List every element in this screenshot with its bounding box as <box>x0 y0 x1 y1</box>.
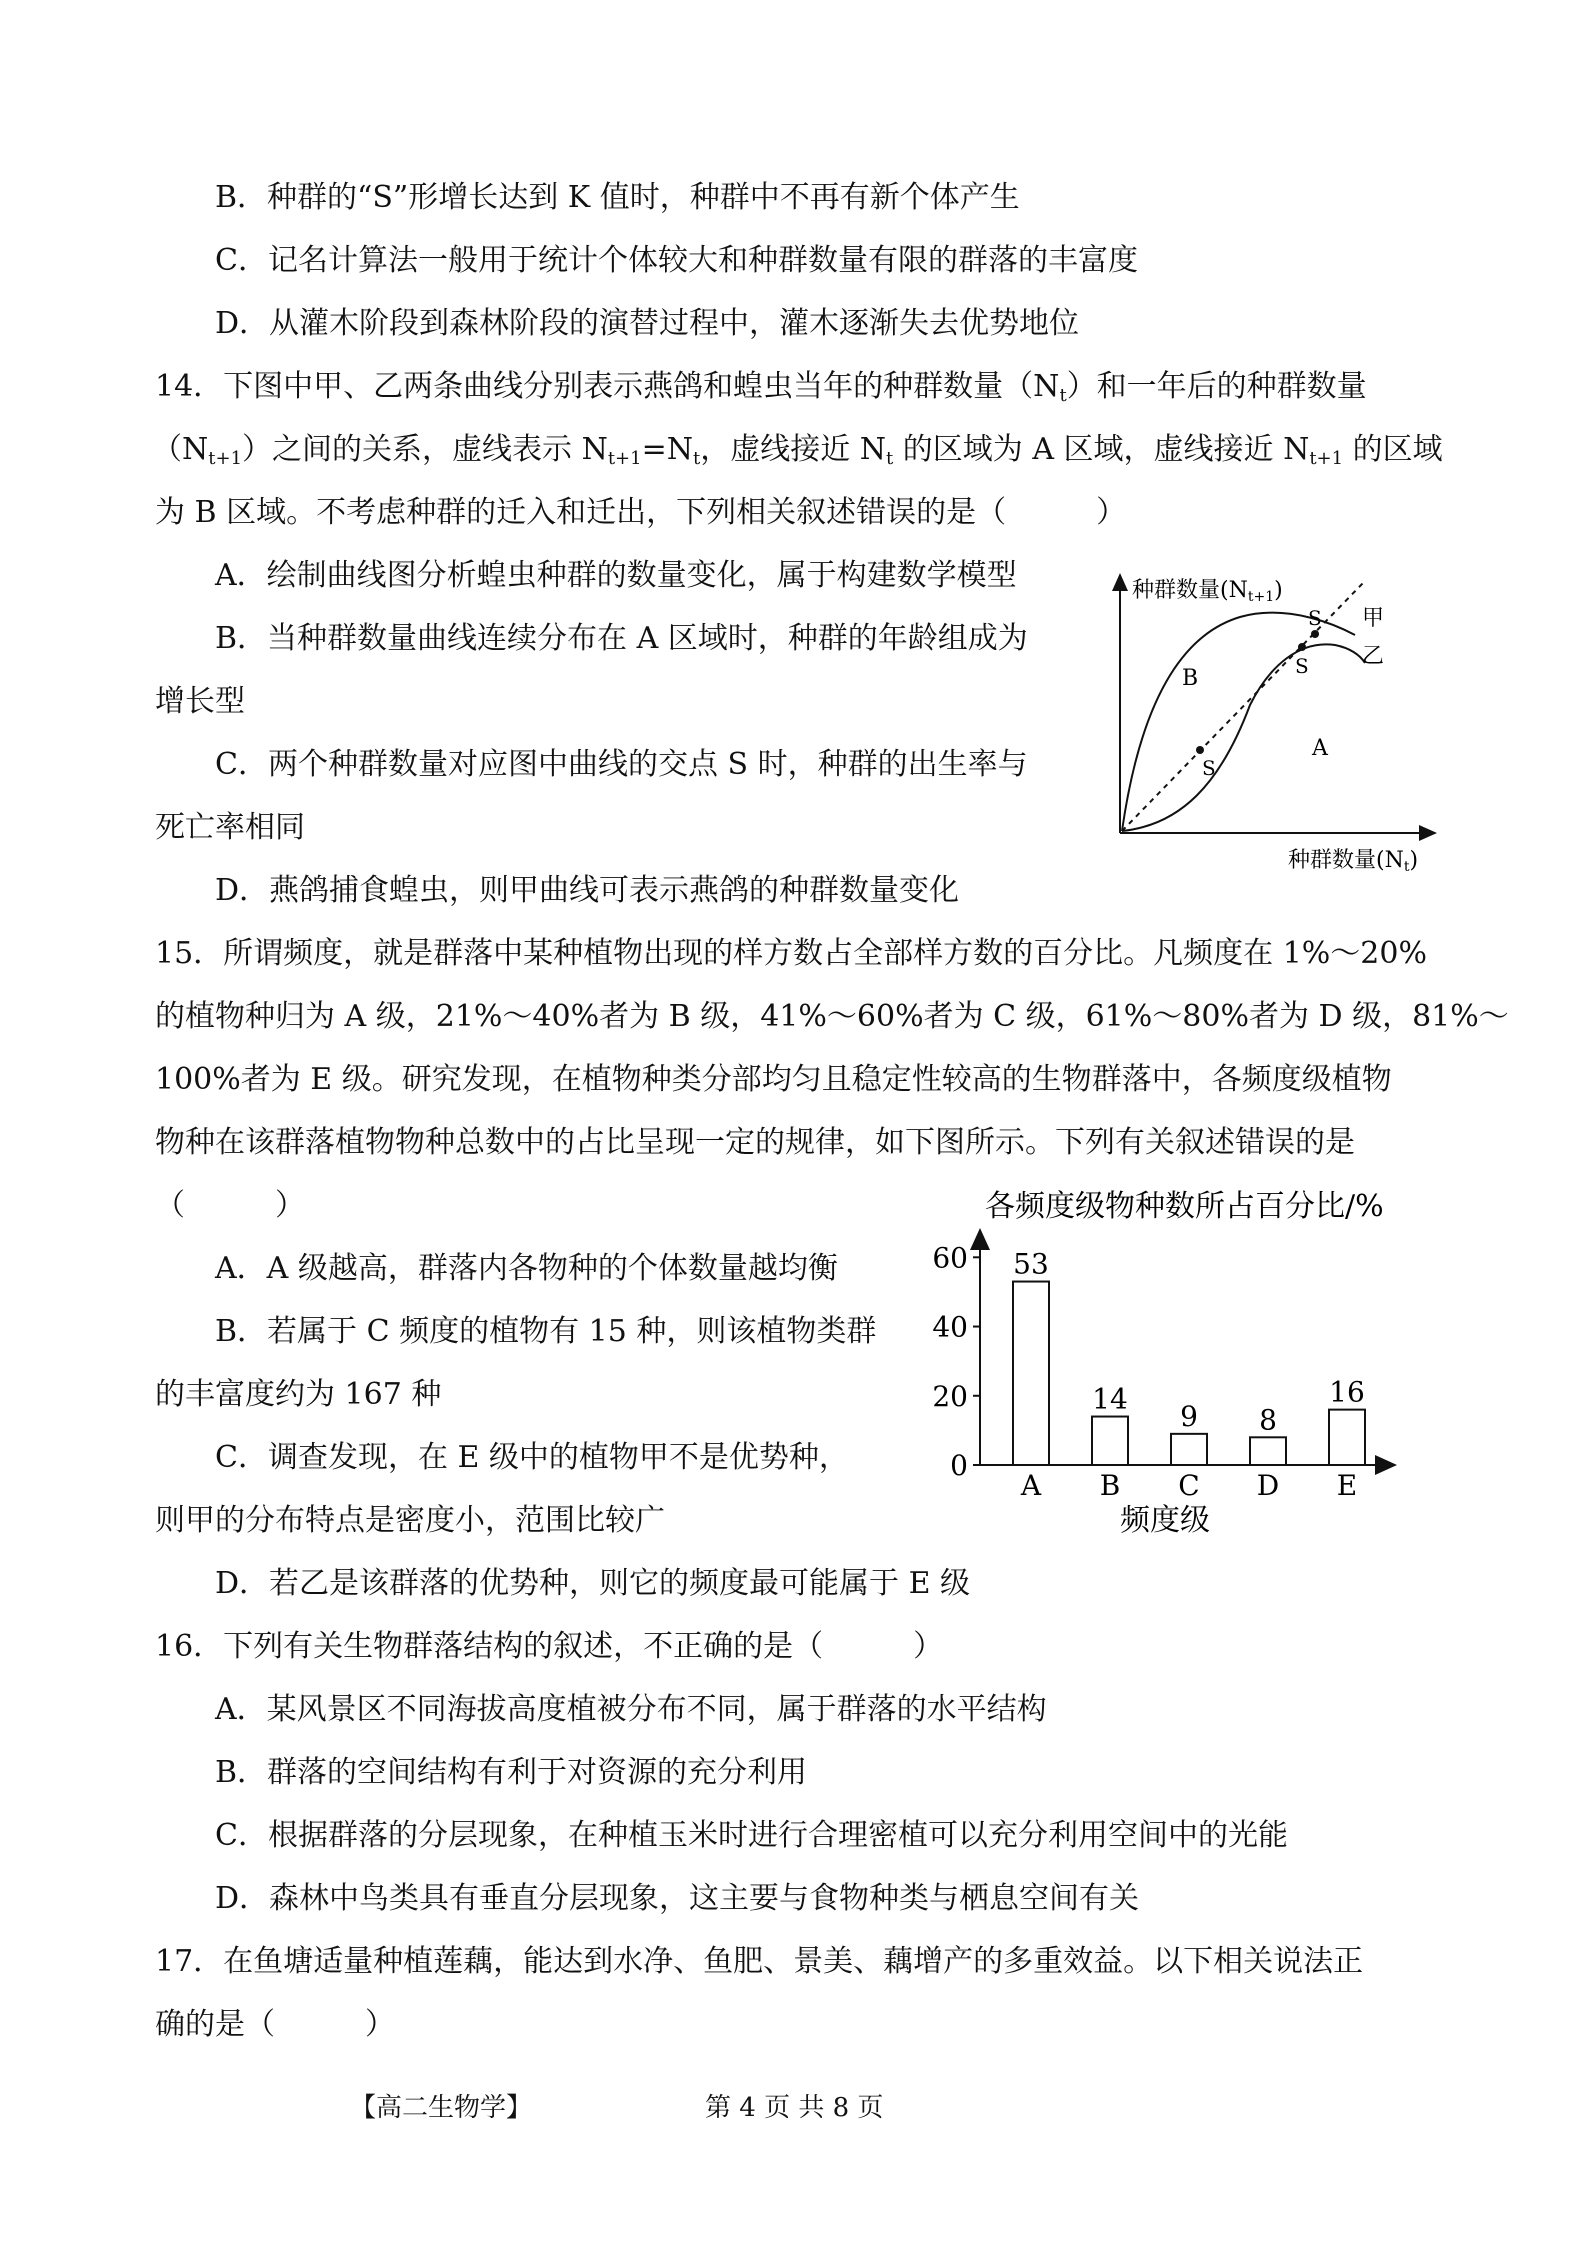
category-label-A: A <box>1020 1469 1042 1502</box>
label-jia: 甲 <box>1362 606 1385 631</box>
q16-option-a: A．某风景区不同海拔高度植被分布不同，属于群落的水平结构 <box>215 1692 1047 1727</box>
q13-option-b: B．种群的“S”形增长达到 K 值时，种群中不再有新个体产生 <box>215 180 1020 215</box>
q15-stem-line2: 的植物种归为 A 级，21%～40%者为 B 级，41%～60%者为 C 级，61%～80%者为 D 级，81%～ <box>155 999 1509 1034</box>
label-yi: 乙 <box>1362 644 1385 669</box>
point-s-upper-yi <box>1298 643 1306 651</box>
category-label-B: B <box>1099 1469 1121 1502</box>
q14-stem-line2: $(N_{t+1})$之间的关系，虚线表示 $N_{t+1}=N_t$，虚线接近 $N_t$ 的区域为 A 区域，虚线接近 $N_{t+1}$ 的区域 <box>152 432 1443 469</box>
y-tick-label: 0 <box>950 1449 968 1482</box>
q16-stem: 16．下列有关生物群落结构的叙述，不正确的是（ ） <box>155 1629 944 1664</box>
population-curve-figure <box>1100 555 1450 875</box>
q13-option-c: C．记名计算法一般用于统计个体较大和种群数量有限的群落的丰富度 <box>215 243 1138 278</box>
y-tick-label: 40 <box>932 1310 968 1344</box>
bar-value-label-A: 53 <box>1013 1247 1049 1281</box>
q14-option-a: A．绘制曲线图分析蝗虫种群的数量变化，属于构建数学模型 <box>215 558 1017 593</box>
bar-E <box>1329 1410 1365 1465</box>
bar-value-label-E: 16 <box>1329 1375 1365 1409</box>
q17-stem-line1: 17．在鱼塘适量种植莲藕，能达到水净、鱼肥、景美、藕增产的多重效益。以下相关说法正 <box>155 1944 1364 1979</box>
q14-option-b-line1: B．当种群数量曲线连续分布在 A 区域时，种群的年龄组成为 <box>215 621 1028 656</box>
q17-stem-line2: 确的是（ ） <box>155 2007 395 2042</box>
q15-option-b-line1: B．若属于 C 频度的植物有 15 种，则该植物类群 <box>215 1314 877 1349</box>
bar-value-label-D: 8 <box>1259 1403 1277 1437</box>
q15-stem-line3: 100%者为 E 级。研究发现，在植物种类分部均匀且稳定性较高的生物群落中，各频度级植物 <box>155 1062 1392 1097</box>
q14-stem-line1: 14．下图中甲、乙两条曲线分别表示燕鸽和蝗虫当年的种群数量$(N_t)$和一年后的种群数量 <box>155 369 1367 406</box>
q15-option-c-line2: 则甲的分布特点是密度小，范围比较广 <box>155 1503 665 1538</box>
y-tick-label: 20 <box>932 1379 968 1413</box>
footer-subject: 【高二生物学】 <box>350 2093 533 2123</box>
bar-D <box>1250 1437 1286 1465</box>
category-label-C: C <box>1178 1469 1200 1502</box>
bar-A <box>1013 1282 1049 1465</box>
diagonal-dashed-line <box>1122 581 1365 831</box>
q15-option-b-line2: 的丰富度约为 167 种 <box>155 1377 442 1412</box>
label-s-middle: S <box>1295 654 1309 678</box>
category-label-D: D <box>1256 1469 1280 1502</box>
region-label-a: A <box>1312 736 1328 761</box>
q15-option-a: A．A 级越高，群落内各物种的个体数量越均衡 <box>215 1251 838 1286</box>
chart-title: 各频度级物种数所占百分比/% <box>985 1190 1384 1224</box>
point-s-upper-jia <box>1311 630 1319 638</box>
point-s-lower <box>1196 746 1204 754</box>
bar-B <box>1092 1417 1128 1465</box>
q15-option-c-line1: C．调查发现，在 E 级中的植物甲不是优势种， <box>215 1440 849 1475</box>
region-label-b: B <box>1182 666 1199 691</box>
q16-option-b: B．群落的空间结构有利于对资源的充分利用 <box>215 1755 808 1790</box>
y-tick-label: 60 <box>932 1241 968 1275</box>
y-axis-label: 种群数量(Nt+1) <box>1132 578 1283 605</box>
q13-option-d: D．从灌木阶段到森林阶段的演替过程中，灌木逐渐失去优势地位 <box>215 306 1080 341</box>
q15-stem-line4: 物种在该群落植物物种总数中的占比呈现一定的规律，如下图所示。下列有关叙述错误的是 <box>155 1125 1355 1160</box>
q14-option-b-line2: 增长型 <box>155 684 245 719</box>
q14-stem-line3: 为 B 区域。不考虑种群的迁入和迁出，下列相关叙述错误的是（ ） <box>155 495 1127 530</box>
q15-stem-line5: （ ） <box>155 1188 305 1223</box>
curve-yi <box>1122 644 1365 831</box>
q16-option-c: C．根据群落的分层现象，在种植玉米时进行合理密植可以充分利用空间中的光能 <box>215 1818 1288 1853</box>
x-axis-label: 种群数量(Nt) <box>1288 848 1419 875</box>
category-label-E: E <box>1336 1469 1358 1502</box>
q14-option-c-line1: C．两个种群数量对应图中曲线的交点 S 时，种群的出生率与 <box>215 747 1028 782</box>
bar-C <box>1171 1434 1207 1465</box>
q14-option-c-line2: 死亡率相同 <box>155 810 305 845</box>
footer-page-number: 第 4 页 共 8 页 <box>705 2093 884 2123</box>
label-s-lower: S <box>1202 756 1216 780</box>
q14-option-d: D．燕鸽捕食蝗虫，则甲曲线可表示燕鸽的种群数量变化 <box>215 873 960 908</box>
q15-stem-line1: 15．所谓频度，就是群落中某种植物出现的样方数占全部样方数的百分比。凡频度在 1%～20% <box>155 936 1427 971</box>
chart-x-axis-label: 频度级 <box>1120 1503 1210 1538</box>
bar-value-label-C: 9 <box>1180 1399 1198 1433</box>
label-s-upper: S <box>1308 606 1322 630</box>
frequency-bar-chart <box>925 1190 1445 1560</box>
bar-value-label-B: 14 <box>1092 1382 1128 1416</box>
q15-option-d: D．若乙是该群落的优势种，则它的频度最可能属于 E 级 <box>215 1566 971 1601</box>
q16-option-d: D．森林中鸟类具有垂直分层现象，这主要与食物种类与栖息空间有关 <box>215 1881 1140 1916</box>
